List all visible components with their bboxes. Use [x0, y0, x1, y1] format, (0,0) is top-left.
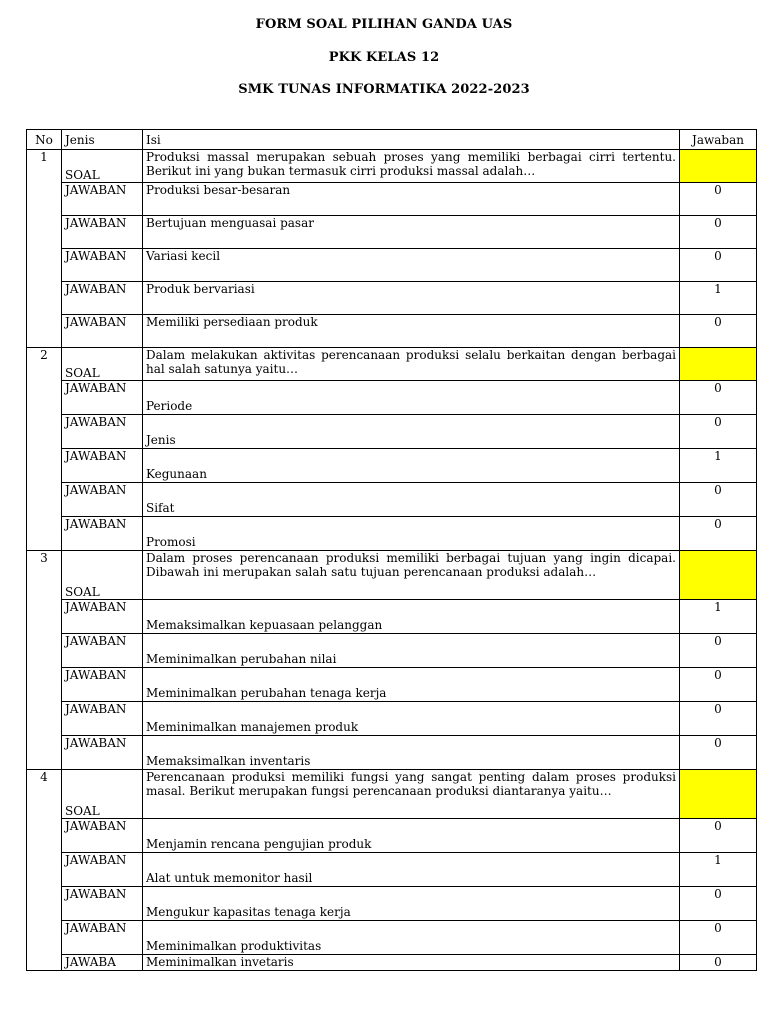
- table-row: [27, 449, 757, 483]
- answer-label: JAWABAN: [62, 449, 143, 483]
- question-text: Dalam proses perencanaan produksi memiliki berbagai tujuan yang ingin dicapai. Dibawah ini merupakan salah satu tujuan perencanaan produksi adalah…: [143, 551, 680, 600]
- answer-label: JAWABAN: [62, 600, 143, 634]
- soal-label: SOAL: [62, 770, 143, 819]
- column-header-jenis: Jenis: [62, 130, 143, 150]
- answer-value: 0: [680, 702, 757, 736]
- answer-text: Alat untuk memonitor hasil: [143, 853, 680, 887]
- answer-value: 1: [680, 282, 757, 315]
- table-row: [27, 348, 757, 381]
- soal-label: SOAL: [62, 551, 143, 600]
- table-row: [27, 634, 757, 668]
- answer-value: 0: [680, 216, 757, 249]
- answer-key-cell: [680, 150, 757, 183]
- answer-label: JAWABAN: [62, 249, 143, 282]
- answer-value: 0: [680, 887, 757, 921]
- answer-text: Meminimalkan produktivitas: [143, 921, 680, 955]
- answer-text: Kegunaan: [143, 449, 680, 483]
- answer-label: JAWABAN: [62, 819, 143, 853]
- answer-label: JAWABAN: [62, 183, 143, 216]
- answer-label: JAWABAN: [62, 315, 143, 348]
- answer-value: 0: [680, 415, 757, 449]
- answer-value: 0: [680, 315, 757, 348]
- answer-label: JAWABAN: [62, 634, 143, 668]
- answer-text: Memaksimalkan inventaris: [143, 736, 680, 770]
- question-text: Dalam melakukan aktivitas perencanaan produksi selalu berkaitan dengan berbagai hal salah satunya yaitu…: [143, 348, 680, 381]
- answer-value: 0: [680, 955, 757, 971]
- answer-value: 0: [680, 921, 757, 955]
- table-row: [27, 668, 757, 702]
- soal-label: SOAL: [62, 348, 143, 381]
- answer-value: 0: [680, 483, 757, 517]
- form-school-year: SMK TUNAS INFORMATIKA 2022-2023: [238, 82, 530, 97]
- answer-text: Memiliki persediaan produk: [143, 315, 680, 348]
- question-number: 3: [27, 551, 62, 770]
- answer-key-cell: [680, 551, 757, 600]
- answer-text: Produksi besar-besaran: [143, 183, 680, 216]
- answer-text: Sifat: [143, 483, 680, 517]
- answer-label: JAWABAN: [62, 921, 143, 955]
- table-row: [27, 600, 757, 634]
- table-row: [27, 315, 757, 348]
- table-row: [27, 415, 757, 449]
- answer-label: JAWABAN: [62, 381, 143, 415]
- answer-label: JAWABAN: [62, 483, 143, 517]
- answer-value: 0: [680, 819, 757, 853]
- soal-label: SOAL: [62, 150, 143, 183]
- form-subject: PKK KELAS 12: [328, 50, 440, 65]
- table-row: [27, 381, 757, 415]
- answer-value: 1: [680, 449, 757, 483]
- question-text: Perencanaan produksi memiliki fungsi yang sangat penting dalam proses produksi masal. Berikut merupakan fungsi perencanaan produksi diantaranya yaitu…: [143, 770, 680, 819]
- question-number: 4: [27, 770, 62, 971]
- column-header-isi: Isi: [143, 130, 680, 150]
- answer-key-cell: [680, 770, 757, 819]
- table-row: [27, 702, 757, 736]
- answer-text: Variasi kecil: [143, 249, 680, 282]
- answer-label: JAWABAN: [62, 415, 143, 449]
- answer-value: 0: [680, 517, 757, 551]
- table-row: [27, 150, 757, 183]
- answer-label: JAWABAN: [62, 668, 143, 702]
- answer-text: Produk bervariasi: [143, 282, 680, 315]
- answer-text: Meminimalkan perubahan tenaga kerja: [143, 668, 680, 702]
- answer-label: JAWABA: [62, 955, 143, 971]
- table-row: [27, 736, 757, 770]
- answer-value: 0: [680, 381, 757, 415]
- answer-label: JAWABAN: [62, 517, 143, 551]
- question-number: 2: [27, 348, 62, 551]
- answer-value: 0: [680, 668, 757, 702]
- table-row: [27, 249, 757, 282]
- table-row: [27, 216, 757, 249]
- answer-text: Memaksimalkan kepuasaan pelanggan: [143, 600, 680, 634]
- column-header-no: No: [27, 130, 62, 150]
- answer-text: Meminimalkan perubahan nilai: [143, 634, 680, 668]
- answer-text: Menjamin rencana pengujian produk: [143, 819, 680, 853]
- answer-text: Periode: [143, 381, 680, 415]
- answer-key-cell: [680, 348, 757, 381]
- answer-text: Meminimalkan invetaris: [143, 955, 680, 971]
- question-number: 1: [27, 150, 62, 348]
- table-row: [27, 517, 757, 551]
- column-header-jawaban: Jawaban: [680, 130, 757, 150]
- table-row: [27, 770, 757, 819]
- answer-text: Bertujuan menguasai pasar: [143, 216, 680, 249]
- answer-text: Meminimalkan manajemen produk: [143, 702, 680, 736]
- table-row: [27, 282, 757, 315]
- form-title: FORM SOAL PILIHAN GANDA UAS: [255, 17, 513, 32]
- question-table: [26, 129, 757, 971]
- table-header-row: [27, 130, 757, 150]
- answer-label: JAWABAN: [62, 216, 143, 249]
- table-row: [27, 483, 757, 517]
- answer-label: JAWABAN: [62, 282, 143, 315]
- table-row: [27, 183, 757, 216]
- answer-value: 1: [680, 600, 757, 634]
- table-row: [27, 551, 757, 600]
- table-row: [27, 921, 757, 955]
- answer-value: 0: [680, 736, 757, 770]
- table-row: [27, 887, 757, 921]
- answer-value: 0: [680, 634, 757, 668]
- answer-text: Promosi: [143, 517, 680, 551]
- answer-label: JAWABAN: [62, 853, 143, 887]
- table-row: [27, 819, 757, 853]
- answer-value: 0: [680, 183, 757, 216]
- table-row: [27, 955, 757, 971]
- answer-value: 1: [680, 853, 757, 887]
- answer-label: JAWABAN: [62, 702, 143, 736]
- answer-value: 0: [680, 249, 757, 282]
- answer-text: Jenis: [143, 415, 680, 449]
- answer-text: Mengukur kapasitas tenaga kerja: [143, 887, 680, 921]
- table-row: [27, 853, 757, 887]
- answer-label: JAWABAN: [62, 736, 143, 770]
- question-text: Produksi massal merupakan sebuah proses yang memiliki berbagai cirri tertentu. Berikut ini yang bukan termasuk cirri produksi massal adalah…: [143, 150, 680, 183]
- answer-label: JAWABAN: [62, 887, 143, 921]
